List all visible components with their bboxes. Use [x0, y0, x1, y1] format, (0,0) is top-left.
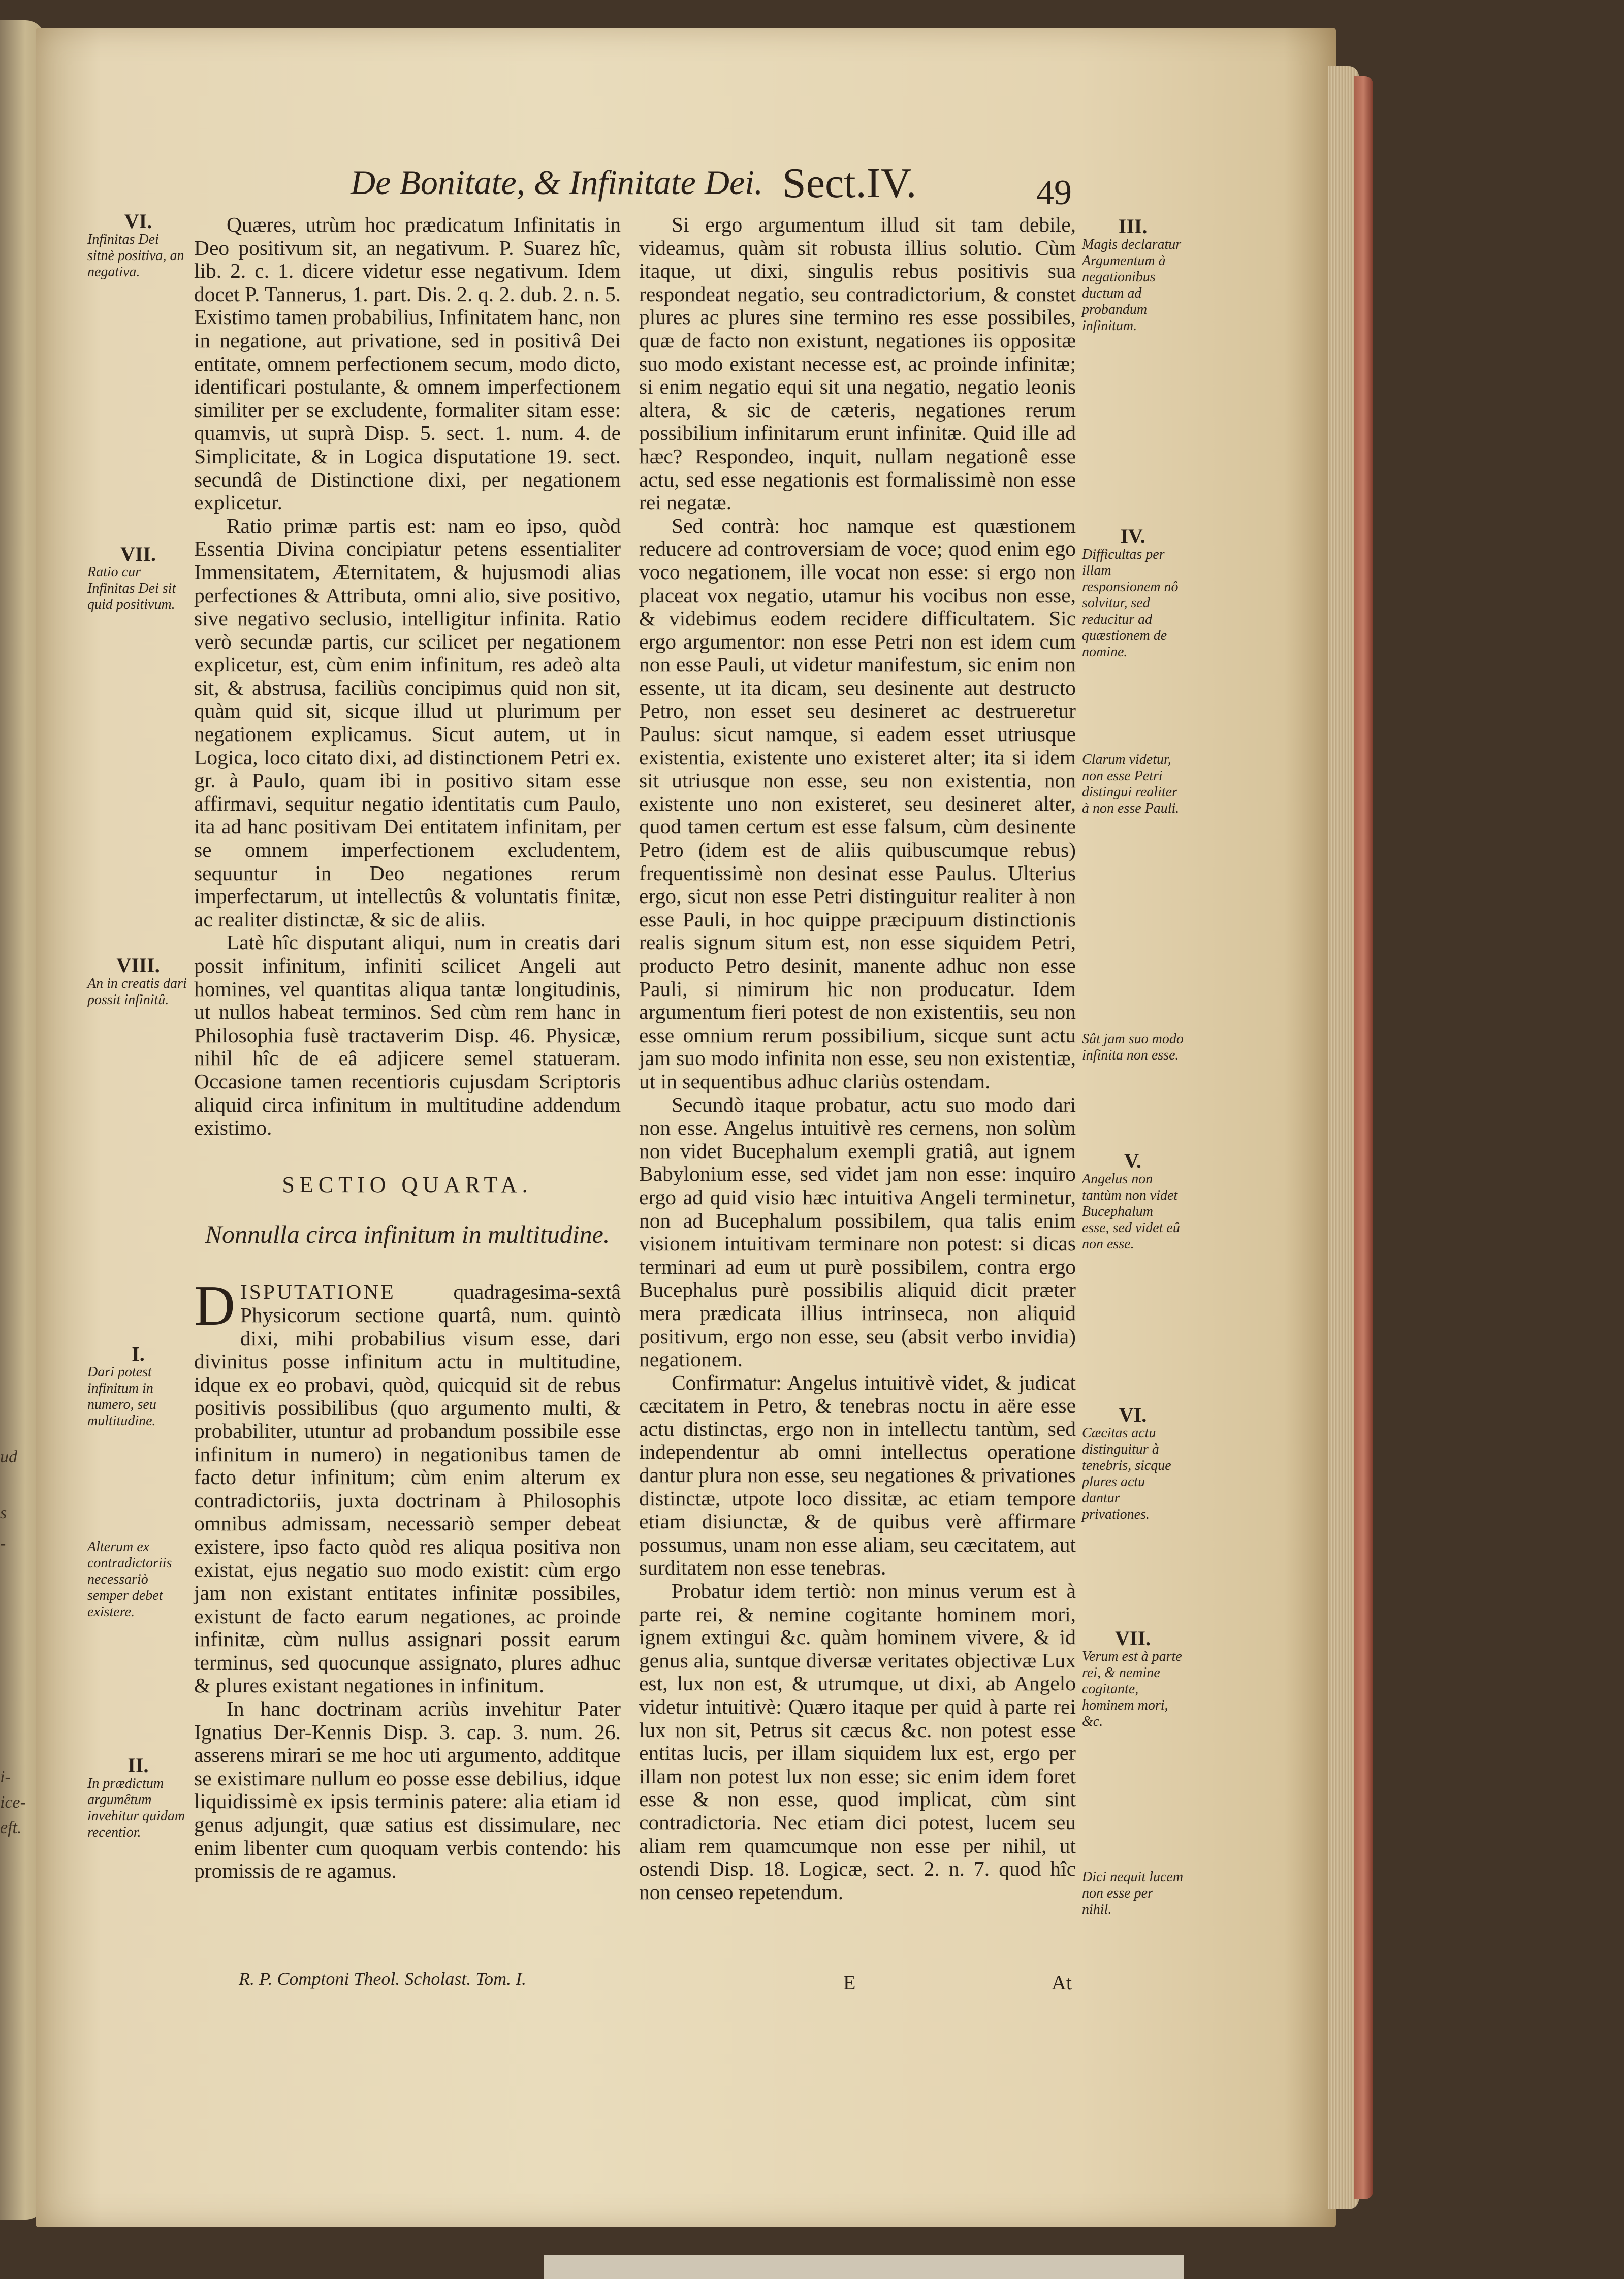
- text-column-right: [639, 213, 1076, 1904]
- margin-note-text: Dari potest infinitum in numero, seu multitudine.: [87, 1364, 156, 1429]
- margin-note: [87, 1342, 189, 1429]
- margin-note-number: IV.: [1120, 525, 1145, 548]
- paragraph: Confirmatur: Angelus intuitivè videt, & judicat cæcitatem in Petro, & tenebras noctu in aëre esse actu distinctas, ergo non in intellectu tantùm, sed independentur ab omni intellectus operatione dantur plura non esse, seu negationes & privationes distinctæ, utpote loco dissitæ, ac etiam tempore etiam disiunctæ, & de quibus verè affirmare possumus, unam non esse aliam, seu cæcitatem, aut surditatem non esse tenebras.: [639, 1370, 1076, 1580]
- margin-note: [1082, 1403, 1184, 1523]
- facing-page-fragment: eft.: [0, 1818, 22, 1837]
- margin-note-text: Infinitas Dei sitnè positiva, an negativa.: [87, 232, 184, 280]
- scan-strip: [544, 2255, 1184, 2279]
- margin-note-text: In prædictum argumêtum invehitur quidam recentior.: [87, 1776, 185, 1840]
- signature-line: R. P. Comptoni Theol. Scholast. Tom. I.: [239, 1969, 527, 1989]
- margin-note-number: I.: [132, 1342, 145, 1365]
- margin-note-number: VII.: [1114, 1627, 1151, 1650]
- margin-note-number: VII.: [120, 542, 156, 565]
- margin-note-number: VI.: [1119, 1403, 1147, 1426]
- paragraph: Quæres, utrùm hoc prædicatum Infinitatis in Deo positivum sit, an negativum. P. Suarez hîc, lib. 2. c. 1. dicere videtur esse negativum. Idem docet P. Tannerus, 1. part. Dis. 2. q. 2. dub. 2. n. 5. Existimo tamen probabilius, Infinitatem hanc, non in negatione, aut privatione, sed in positivâ Dei entitate, omnem perfectionem secum, modo dicto, identificari postulante, & omnem imperfectionem similiter per se excludente, formaliter sitam esse: quamvis, ut suprà Disp. 5. sect. 1. num. 4. de Simplicitate, & in Logica disputatione 19. sect. secundâ de Distinctione dixi, per negationem explicetur.: [194, 213, 621, 515]
- margin-note-text: Alterum ex contradictoriis necessariò semper debet existere.: [87, 1539, 172, 1620]
- text-column-left: [194, 213, 621, 1883]
- margin-note: [87, 210, 189, 280]
- facing-page-fragment: -: [0, 1534, 6, 1553]
- margin-note: [1082, 1149, 1184, 1253]
- facing-page-fragment: ud: [0, 1448, 17, 1466]
- facing-page-fragment: ice-: [0, 1793, 26, 1812]
- section-label: Sect.IV.: [782, 159, 917, 207]
- margin-note-text: Dici nequit lucem non esse per nihil.: [1082, 1869, 1184, 1917]
- signature-mark: E: [843, 1971, 856, 1994]
- margin-note-text: An in creatis dari possit infinitû.: [87, 976, 187, 1008]
- margin-note: [1082, 1869, 1184, 1918]
- margin-note-number: VIII.: [116, 954, 160, 977]
- margin-note: [1082, 1627, 1184, 1730]
- page-number: 49: [1036, 173, 1072, 212]
- margin-note: [87, 954, 189, 1008]
- paragraph: In hanc doctrinam acriùs invehitur Pater Ignatius Der-Kennis Disp. 3. cap. 3. num. 26. asserens mirari se me hoc uti argumento, additque se existimare nullum eo posse esse debilius, idque liquidissimè ex ipsis terminis patere: alia etiam id genus adjungit, quæ satius est dissimulare, nec enim libenter cum quoquam verbis contendo: his promissis de re agamus.: [194, 1697, 621, 1883]
- margin-note: [1082, 215, 1184, 334]
- margin-note-text: Sût jam suo modo infinita non esse.: [1082, 1031, 1184, 1063]
- small-caps-word: ISPUTATIONE: [240, 1280, 396, 1304]
- margin-note: [87, 1539, 189, 1620]
- paragraph-text: quadragesima-sextâ Physicorum sectione quartâ, num. quintò dixi, mihi probabilius visum esse, dari divinitus posse infinitum actu in multitudine, idque ex eo probavi, quòd, quicquid sit de rebus positivis possibilibus (quo argumento multi, & probabiliter, utuntur ad probandum possibile esse infinitum in numero) in negationibus tamen de facto detur infinitum; cùm enim alterum ex contradictoriis, juxta doctrinam à Philosophis omnibus admissam, necessariò semper debeat existere, ipso facto quòd res aliqua positiva non existat, ejus negatio suo modo existit: cùm ergo jam non existant entitates infinitæ possibiles, existunt de facto earum negationes, ac proinde infinitæ, cùm nullus assignari possit earum terminus, sed quocunque assignato, plures adhuc & plures existant negationes in infinitum.: [194, 1280, 621, 1697]
- margin-note-text: Magis declaratur Argumentum à negationibus ductum ad probandum infinitum.: [1082, 237, 1182, 334]
- margin-note: [1082, 1031, 1184, 1064]
- margin-note: [1082, 525, 1184, 660]
- catchword: At: [1052, 1971, 1072, 1994]
- facing-page-fragment: i-: [0, 1768, 11, 1786]
- section-subtitle: Nonnulla circa infinitum in multitudine.: [205, 1220, 610, 1249]
- paragraph: Sed contrà: hoc namque est quæstionem reducere ad controversiam de voce; quod enim ego voco negationem, ille vocat non esse: si ergo non placeat vox negatio, utamur his vocibus non esse, & videbimus eodem recidere difficultatem. Sic ergo argumentor: non esse Petri non est idem cum non esse Pauli, ut videtur manifestum, sic enim non essente, ut ita dicam, seu desinente aut destructo Petro, non esset seu desineret ac destrueretur Paulus: sicut namque, si eadem esset utriusque existentia, existente uno existeret alter; ita si idem sit utriusque non esse, seu non existentia, non existente uno non existeret, seu desineret alter, quod tamen certum est esse falsum, cùm desinente Petro (idem est de aliis quibuscumque rebus) frequentissimè non desinat esse Paulus. Ulterius ergo, sicut non esse Petri distinguitur realiter à non esse Pauli, in hoc quippe præcipuum distinctionis realis signum situm est, non esse siquidem Petri, producto Petro desinit, manente adhuc non esse Pauli, si nimirum hic non producatur. Idem argumentum fieri potest de non existentiis, seu non esse omnium rerum possibilium, sicque sunt actu jam suo modo infinita non esse, seu non existentiæ, ut in sequentibus adhuc clariùs ostendam.: [639, 513, 1076, 1093]
- section-heading: SECTIO QUARTA.: [282, 1172, 533, 1197]
- paragraph: Secundò itaque probatur, actu suo modo dari non esse. Angelus intuitivè res cernens, non solùm non videt Bucephalum exempli gratiâ, aut ignem Babylonium esse, sed videt jam non esse: inquiro ergo ad quid visio hæc intuitiva Angeli terminetur, non ad Bucephalum possibilem, qua talis enim visionem intuitivam terminare non potest: si dicas terminari ad eum ut purè possibilem, contra ergo Bucephalus purè possibilis aliquid dicit præter mera prædicata illius intrinseca, non aliquid positivum, ergo non esse, seu (absit verbo invidia) negationem.: [639, 1093, 1076, 1371]
- margin-note-number: VI.: [124, 210, 152, 233]
- drop-cap: D: [194, 1274, 235, 1338]
- facing-page-fragment: s: [0, 1503, 7, 1522]
- running-title: De Bonitate, & Infinitate Dei.: [351, 163, 763, 202]
- paragraph: Probatur idem tertiò: non minus verum est à parte rei, & nemine cogitante hominem mori, ignem extingui &c. quàm hominem vivere, & id genus alia, suntque diversæ veritates objectivæ Lux est, lux non est, & utrumque, ut dixi, ab Angelo videtur intuitivè: Quæro itaque per quid à parte rei lux non sit, Petrus sit cæcus &c. non potest esse entitas lucis, per illam siquidem lux est, ergo per illam non potest lux non esse; sic enim idem foret esse & non esse, quod implicat, cùm sint contradictoria. Nec etiam dici potest, lucem seu aliam rem quamcumque non esse per nihil, ut ostendi Disp. 18. Logicæ, sect. 2. n. 7. quod hîc non censeo repetendum.: [639, 1579, 1076, 1904]
- margin-note-text: Ratio cur Infinitas Dei sit quid positivum.: [87, 564, 176, 613]
- margin-note-number: V.: [1124, 1149, 1141, 1172]
- margin-note-number: III.: [1118, 215, 1148, 238]
- margin-note-number: II.: [128, 1754, 149, 1777]
- paragraph: Si ergo argumentum illud sit tam debile, videamus, quàm sit robusta illius solutio. Cùm itaque, ut dixi, singulis rebus positivis sua respondeat negatio, seu contradictorium, & constet plures ac plures sine termino res esse possibiles, quæ de facto non existunt, negationes iis oppositæ suo modo existant necesse est, ac proinde infinitæ; si enim negatio equi sit una negatio, negatio leonis altera, & sic de cæteris, negationes rerum possibilium infinitarum erunt infinitæ. Quid ille ad hæc? Respondeo, inquit, nullam negationê esse actu, sed esse negationis est formalissimè non esse rei negatæ.: [639, 213, 1076, 515]
- paragraph: Latè hîc disputant aliqui, num in creatis dari possit infinitum, infiniti scilicet Angeli aut homines, vel quantitas aliqua tantæ longitudinis, ut nullos habeat terminos. Sed cùm rem hanc in Philosophia fusè tractaverim Disp. 46. Physicæ, nihil hîc de eâ adjicere semel statueram. Occasione tamen recentioris cujusdam Scriptoris aliquid circa infinitum in multitudine addendum existimo.: [194, 930, 621, 1140]
- margin-note-text: Difficultas per illam responsionem nô solvitur, sed reducitur ad quæstionem de nomine.: [1082, 547, 1179, 660]
- paragraph: Ratio primæ partis est: nam eo ipso, quòd Essentia Divina concipiatur petens essentialiter Immensitatem, Æternitatem, & hujusmodi alias perfectiones & Attributa, omni alio, sive positivo, sive negativo seclusio, intelligitur infinita. Ratio verò secundæ partis, cur scilicet per negationem explicetur, est, cùm enim infinitum, res adeò alta sit, & abstrusa, faciliùs concipimus quid non sit, quàm quid sit, sicque illud ut plurimum per negationem explicamus. Sicut autem, ut in Logica, loco citato dixi, ad distinctionem Petri ex. gr. à Paulo, quam ibi in positivo sitam esse affirmavi, sequitur negatio identitatis cum Paulo, ita ad hanc positivam Dei entitatem infinitam, per se omnem imperfectionem excludentem, sequuntur in Deo negationes rerum imperfectarum, ut intellectûs & voluntatis finitæ, ac realiter distinctæ, & sic de aliis.: [194, 513, 621, 931]
- margin-note-text: Verum est à parte rei, & nemine cogitante, hominem mori, &c.: [1082, 1649, 1182, 1729]
- paragraph: [194, 1274, 621, 1697]
- running-header: [351, 159, 1214, 213]
- margin-note-text: Clarum videtur, non esse Petri distingui realiter à non esse Pauli.: [1082, 752, 1180, 816]
- margin-note: [1082, 752, 1184, 817]
- margin-note: [87, 542, 189, 613]
- red-cover-edge: [1354, 76, 1373, 2199]
- margin-note: [87, 1754, 189, 1841]
- margin-note-text: Cæcitas actu distinguitur à tenebris, sicque plures actu dantur privationes.: [1082, 1425, 1171, 1522]
- margin-note-text: Angelus non tantùm non videt Bucephalum esse, sed videt eû non esse.: [1082, 1171, 1180, 1252]
